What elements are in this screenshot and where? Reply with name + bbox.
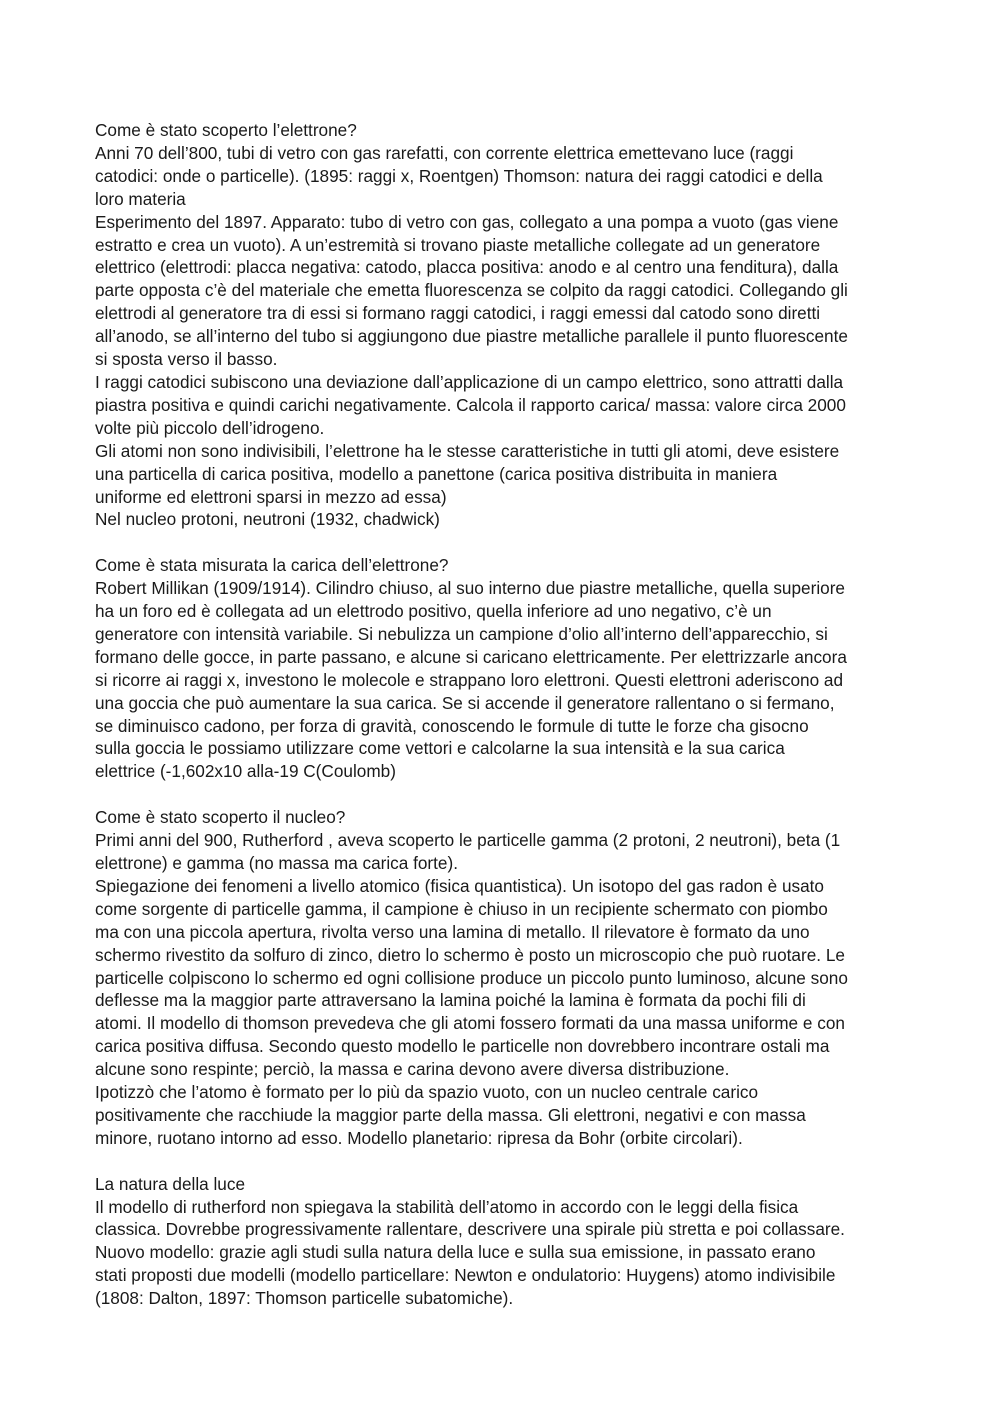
- text-line: classica. Dovrebbe progressivamente rallentare, descrivere una spirale più stretta e poi collassare.: [95, 1219, 845, 1240]
- text-section: [95, 119, 910, 531]
- section-heading: Come è stato scoperto l’elettrone?: [95, 120, 357, 140]
- text-line: Spiegazione dei fenomeni a livello atomico (fisica quantistica). Un isotopo del gas radon è usato: [95, 875, 824, 896]
- section-heading: Come è stato scoperto il nucleo?: [95, 807, 346, 828]
- text-line: elettrice (-1,602x10 alla-19 C(Coulomb): [95, 761, 396, 782]
- text-line: Il modello di rutherford non spiegava la stabilità dell’atomo in accordo con le leggi della fisica: [95, 1196, 799, 1217]
- section-heading: Come è stata misurata la carica dell’elettrone?: [95, 555, 449, 576]
- text-line: elettrodi al generatore tra di essi si formano raggi catodici, i raggi emessi dal catodo sono diretti: [95, 303, 821, 324]
- text-line: Nuovo modello: grazie agli studi sulla natura della luce e sulla sua emissione, in passato erano: [95, 1242, 816, 1263]
- text-line: estratto e crea un vuoto). A un’estremità si trovano piaste metalliche collegate ad un generatore: [95, 234, 821, 255]
- text-line: sulla goccia le possiamo utilizzare come vettori e calcolarne la sua intensità e la sua carica: [95, 738, 785, 759]
- text-line: particelle colpiscono lo schermo ed ogni collisione produce un piccolo punto luminoso, alcune sono: [95, 967, 848, 988]
- text-line: si sposta verso il basso.: [95, 349, 278, 370]
- text-line: atomi. Il modello di thomson prevedeva che gli atomi fossero formati da una massa uniforme e con: [95, 1013, 845, 1034]
- text-line: deflesse ma la maggior parte attraversano la lamina poiché la lamina è formata da pochi fili di: [95, 990, 806, 1011]
- text-line: una goccia che può aumentare la sua carica. Se si accende il generatore rallentano o si fermano,: [95, 692, 835, 713]
- text-line: piastra positiva e quindi carichi negativamente. Calcola il rapporto carica/ massa: valore circa 2000: [95, 394, 846, 415]
- text-line: ha un foro ed è collegata ad un elettrodo positivo, quella inferiore ad uno negativo, c’è un: [95, 601, 772, 622]
- text-line: all’anodo, se all’interno del tubo si aggiungono due piastre metalliche parallele il punto fluorescente: [95, 326, 848, 347]
- text-line: positivamente che racchiude la maggior parte della massa. Gli elettroni, negativi e con massa: [95, 1104, 806, 1125]
- text-line: Ipotizzò che l’atomo è formato per lo più da spazio vuoto, con un nucleo centrale carico: [95, 1082, 759, 1103]
- text-line: Gli atomi non sono indivisibili, l’elettrone ha le stesse caratteristiche in tutti gli atomi, deve esistere: [95, 440, 840, 461]
- text-line: Nel nucleo protoni, neutroni (1932, chadwick): [95, 509, 440, 530]
- text-line: loro materia: [95, 188, 186, 209]
- text-line: schermo rivestito da solfuro di zinco, dietro lo schermo è posto un microscopio che può ruotare. Le: [95, 944, 845, 965]
- text-section: [95, 806, 910, 1150]
- text-line: volte più piccolo dell’idrogeno.: [95, 417, 325, 438]
- text-line: Primi anni del 900, Rutherford , aveva scoperto le particelle gamma (2 protoni, 2 neutroni), beta (1: [95, 830, 841, 851]
- text-section: [95, 554, 910, 783]
- text-line: minore, ruotano intorno ad esso. Modello planetario: ripresa da Bohr (orbite circolari).: [95, 1127, 743, 1148]
- text-line: si ricorre ai raggi x, investono le molecole e strappano loro elettroni. Questi elettroni aderiscono ad: [95, 669, 844, 690]
- text-line: parte opposta c’è del materiale che emetta fluorescenza se colpito da raggi catodici. Collegando gli: [95, 280, 848, 301]
- document-page: [95, 119, 910, 1310]
- text-line: elettrico (elettrodi: placca negativa: catodo, placca positiva: anodo e al centro una fenditura), dalla: [95, 257, 839, 278]
- section-heading: La natura della luce: [95, 1173, 246, 1194]
- text-line: uniforme ed elettroni sparsi in mezzo ad essa): [95, 486, 447, 507]
- text-line: Anni 70 dell’800, tubi di vetro con gas rarefatti, con corrente elettrica emettevano luce (raggi: [95, 142, 794, 163]
- text-line: una particella di carica positiva, modello a panettone (carica positiva distribuita in maniera: [95, 463, 778, 484]
- text-section: [95, 1173, 910, 1310]
- text-line: stati proposti due modelli (modello particellare: Newton e ondulatorio: Huygens) atomo indivisibile: [95, 1265, 836, 1286]
- text-line: se diminuisco cadono, per forza di gravità, conoscendo le formule di tutte le forze cha gisocno: [95, 715, 809, 736]
- text-line: Robert Millikan (1909/1914). Cilindro chiuso, al suo interno due piastre metalliche, quella superiore: [95, 578, 845, 599]
- text-line: elettrone) e gamma (no massa ma carica forte).: [95, 852, 458, 873]
- text-line: carica positiva diffusa. Secondo questo modello le particelle non dovrebbero incontrare ostali ma: [95, 1036, 830, 1057]
- text-line: come sorgente di particelle gamma, il campione è chiuso in un recipiente schermato con piombo: [95, 898, 828, 919]
- text-line: ma con una piccola apertura, rivolta verso una lamina di metallo. Il rilevatore è formato da uno: [95, 921, 810, 942]
- text-line: formano delle gocce, in parte passano, e alcune si caricano elettricamente. Per elettrizzarle ancora: [95, 646, 847, 667]
- text-line: Esperimento del 1897. Apparato: tubo di vetro con gas, collegato a una pompa a vuoto (gas viene: [95, 211, 839, 232]
- text-line: (1808: Dalton, 1897: Thomson particelle subatomiche).: [95, 1288, 514, 1309]
- text-line: generatore con intensità variabile. Si nebulizza un campione d’olio all’interno dell’apparecchio, si: [95, 623, 828, 644]
- text-line: I raggi catodici subiscono una deviazione dall’applicazione di un campo elettrico, sono attratti dalla: [95, 371, 844, 392]
- text-line: alcune sono respinte; perciò, la massa e carina devono avere diversa distribuzione.: [95, 1059, 730, 1080]
- text-line: catodici: onde o particelle). (1895: raggi x, Roentgen) Thomson: natura dei raggi catodici e della: [95, 165, 823, 186]
